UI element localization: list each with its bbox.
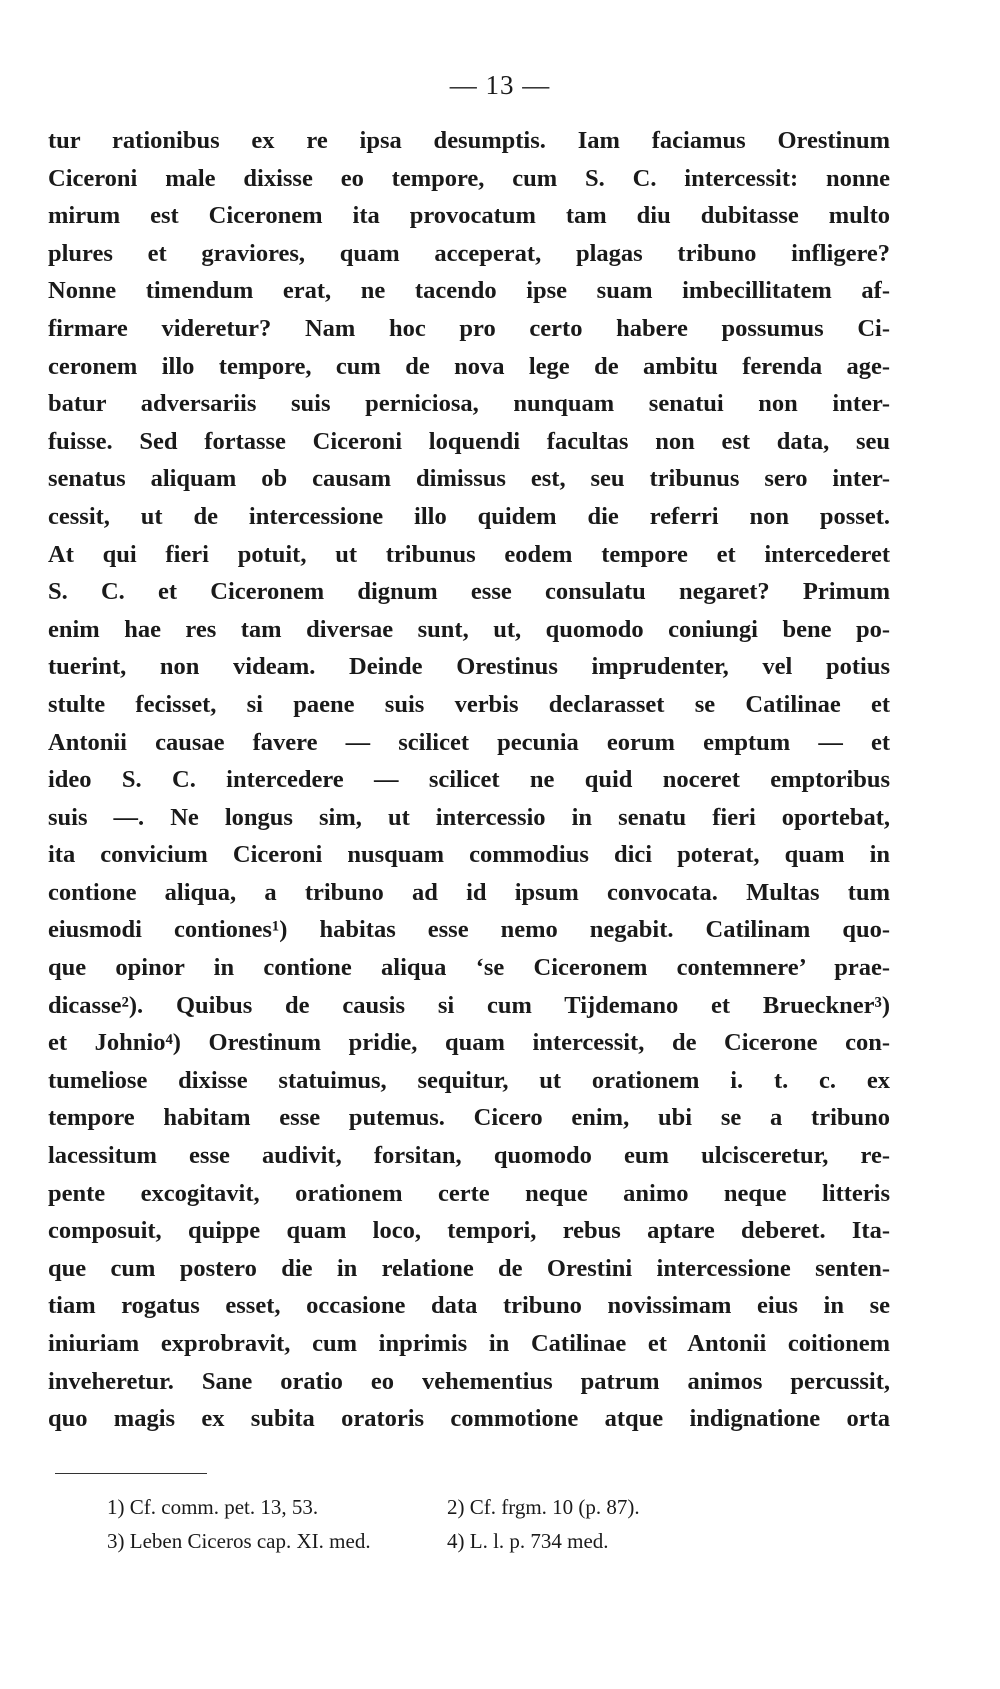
text-line: stulte fecisset, si paene suis verbis declarasset se Catilinae et	[48, 690, 890, 718]
footnote-3: 3) Leben Ciceros cap. XI. med.	[107, 1529, 371, 1553]
text-line: tur rationibus ex re ipsa desumptis. Iam faciamus Orestinum	[48, 127, 890, 154]
footnote-row	[107, 1524, 807, 1558]
text-line: Antonii causae favere — scilicet pecunia eorum emptum — et	[48, 728, 890, 756]
footnote-row	[107, 1490, 807, 1524]
text-line: senatus aliquam ob causam dimissus est, seu tribunus sero inter-	[48, 465, 890, 493]
text-line: ideo S. C. intercedere — scilicet ne quid noceret emptoribus	[48, 766, 890, 794]
text-line: inveheretur. Sane oratio eo vehementius patrum animos percussit,	[48, 1367, 890, 1395]
text-line: lacessitum esse audivit, forsitan, quomodo eum ulcisceretur, re-	[48, 1142, 890, 1170]
text-line: dicasse²). Quibus de causis si cum Tijdemano et Brueckner³)	[48, 991, 890, 1019]
footnote-4: 4) L. l. p. 734 med.	[447, 1529, 609, 1553]
text-line: ita convicium Ciceroni nusquam commodius dici poterat, quam in	[48, 841, 890, 869]
text-line: mirum est Ciceronem ita provocatum tam diu dubitasse multo	[48, 202, 890, 230]
text-line: Ciceroni male dixisse eo tempore, cum S. C. intercessit: nonne	[48, 164, 890, 192]
text-line: Nonne timendum erat, ne tacendo ipse suam imbecillitatem af-	[48, 277, 890, 305]
text-line: eiusmodi contiones¹) habitas esse nemo negabit. Catilinam quo-	[48, 916, 890, 944]
text-line: tempore habitam esse putemus. Cicero enim, ubi se a tribuno	[48, 1104, 890, 1132]
footnotes	[107, 1490, 807, 1558]
text-line: pente excogitavit, orationem certe neque animo neque litteris	[48, 1179, 890, 1207]
footnote-rule	[55, 1473, 207, 1474]
text-line: tumeliose dixisse statuimus, sequitur, ut orationem i. t. c. ex	[48, 1066, 890, 1094]
text-line: cessit, ut de intercessione illo quidem die referri non posset.	[48, 502, 890, 530]
text-line: que opinor in contione aliqua ‘se Ciceronem contemnere’ prae-	[48, 954, 890, 982]
text-line: At qui fieri potuit, ut tribunus eodem tempore et intercederet	[48, 540, 890, 568]
text-line: plures et graviores, quam acceperat, plagas tribuno infligere?	[48, 239, 890, 267]
text-line: batur adversariis suis perniciosa, nunquam senatui non inter-	[48, 390, 890, 418]
text-line: tiam rogatus esset, occasione data tribuno novissimam eius in se	[48, 1292, 890, 1320]
text-line: ceronem illo tempore, cum de nova lege de ambitu ferenda age-	[48, 352, 890, 380]
footnote-2: 2) Cf. frgm. 10 (p. 87).	[447, 1495, 640, 1519]
text-line: quo magis ex subita oratoris commotione atque indignatione orta	[48, 1405, 890, 1433]
text-line: tuerint, non videam. Deinde Orestinus imprudenter, vel potius	[48, 653, 890, 681]
text-line: iniuriam exprobravit, cum inprimis in Catilinae et Antonii coitionem	[48, 1330, 890, 1357]
text-line: suis —. Ne longus sim, ut intercessio in senatu fieri oportebat,	[48, 803, 890, 831]
text-line: enim hae res tam diversae sunt, ut, quomodo coniungi bene po-	[48, 615, 890, 643]
text-line: S. C. et Ciceronem dignum esse consulatu negaret? Primum	[48, 578, 890, 606]
text-line: fuisse. Sed fortasse Ciceroni loquendi facultas non est data, seu	[48, 427, 890, 455]
text-line: firmare videretur? Nam hoc pro certo habere possumus Ci-	[48, 314, 890, 342]
text-line: contione aliqua, a tribuno ad id ipsum convocata. Multas tum	[48, 878, 890, 906]
footnote-1: 1) Cf. comm. pet. 13, 53.	[107, 1495, 319, 1519]
text-line: que cum postero die in relatione de Orestini intercessione senten-	[48, 1254, 890, 1282]
text-line: et Johnio⁴) Orestinum pridie, quam intercessit, de Cicerone con-	[48, 1029, 890, 1057]
text-line: composuit, quippe quam loco, tempori, rebus aptare deberet. Ita-	[48, 1217, 890, 1245]
page-number: — 13 —	[449, 70, 551, 100]
body-text	[48, 122, 890, 1438]
